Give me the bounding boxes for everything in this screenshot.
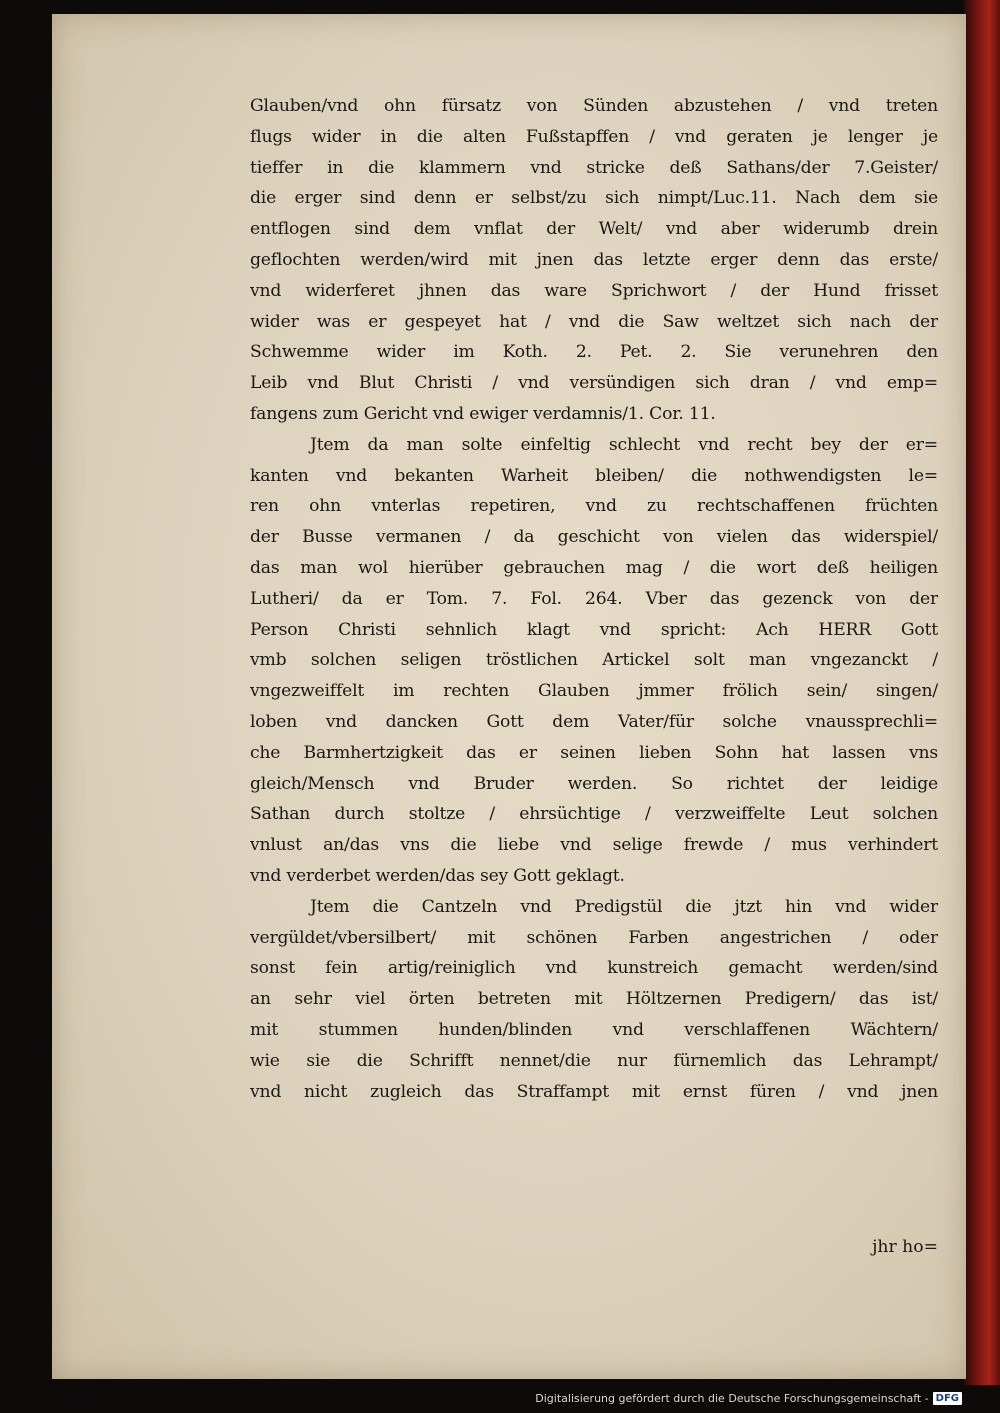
text-line: kanten vnd bekanten Warheit bleiben/ die nothwendigsten le= <box>250 465 938 486</box>
funding-credit-text: Digitalisierung gefördert durch die Deutsche Forschungsgemeinschaft - <box>535 1392 929 1405</box>
text-line: Person Christi sehnlich klagt vnd spricht: Ach HERR Gott <box>250 619 938 640</box>
text-line: loben vnd dancken Gott dem Vater/für solche vnaussprechli= <box>250 711 938 732</box>
text-line: der Busse vermanen / da geschicht von vielen das widerspiel/ <box>250 527 938 548</box>
book-page <box>52 14 966 1379</box>
paragraph-start-line: Jtem die Cantzeln vnd Predigstül die jtzt hin vnd wider <box>310 896 938 917</box>
text-line: sonst fein artig/reiniglich vnd kunstreich gemacht werden/sind <box>250 958 938 979</box>
text-line: mit stummen hunden/blinden vnd verschlaffenen Wächtern/ <box>250 1019 938 1040</box>
text-line: che Barmhertzigkeit das er seinen lieben Sohn hat lassen vns <box>250 742 938 763</box>
text-line: vnd nicht zugleich das Straffampt mit ernst füren / vnd jnen <box>250 1081 938 1102</box>
text-line: geflochten werden/wird mit jnen das letzte erger denn das erste/ <box>250 249 938 270</box>
funding-credit <box>535 1392 962 1405</box>
catchword: jhr ho= <box>872 1237 938 1257</box>
text-line: vergüldet/vbersilbert/ mit schönen Farben angestrichen / oder <box>250 927 938 948</box>
text-line: Schwemme wider im Koth. 2. Pet. 2. Sie verunehren den <box>250 342 938 363</box>
text-line: vngezweiffelt im rechten Glauben jmmer frölich sein/ singen/ <box>250 681 938 702</box>
text-line: vnd verderbet werden/das sey Gott geklagt. <box>250 865 625 886</box>
text-line: Glauben/vnd ohn fürsatz von Sünden abzustehen / vnd treten <box>250 96 938 116</box>
text-line: wider was er gespeyet hat / vnd die Saw weltzet sich nach der <box>250 311 938 332</box>
paragraph-start-line: Jtem da man solte einfeltig schlecht vnd recht bey der er= <box>310 434 938 455</box>
text-line: entflogen sind dem vnflat der Welt/ vnd aber widerumb drein <box>250 219 938 240</box>
page-text <box>250 91 938 1257</box>
text-line: Lutheri/ da er Tom. 7. Fol. 264. Vber das gezenck von der <box>250 588 938 609</box>
text-line: vnd widerferet jhnen das ware Sprichwort / der Hund frisset <box>250 280 938 301</box>
text-line: tieffer in die klammern vnd stricke deß Sathans/der 7.Geister/ <box>250 157 938 178</box>
text-line: die erger sind denn er selbst/zu sich nimpt/Luc.11. Nach dem sie <box>250 188 938 209</box>
text-line: wie sie die Schrifft nennet/die nur fürnemlich das Lehrampt/ <box>250 1050 938 1071</box>
text-line: Leib vnd Blut Christi / vnd versündigen sich dran / vnd emp= <box>250 373 938 394</box>
text-line: an sehr viel örten betreten mit Höltzernen Predigern/ das ist/ <box>250 989 938 1010</box>
text-line: ren ohn vnterlas repetiren, vnd zu rechtschaffenen früchten <box>250 496 938 517</box>
text-line: Sathan durch stoltze / ehrsüchtige / verzweiffelte Leut solchen <box>250 804 938 825</box>
text-line: fangens zum Gericht vnd ewiger verdamnis/1. Cor. 11. <box>250 403 716 424</box>
dfg-logo: DFG <box>933 1392 962 1405</box>
book-edge <box>964 0 1000 1385</box>
text-line: flugs wider in die alten Fußstapffen / vnd geraten je lenger je <box>250 126 938 147</box>
text-line: das man wol hierüber gebrauchen mag / die wort deß heiligen <box>250 557 938 578</box>
text-line: gleich/Mensch vnd Bruder werden. So richtet der leidige <box>250 773 938 794</box>
text-line: vnlust an/das vns die liebe vnd selige frewde / mus verhindert <box>250 835 938 856</box>
text-line: vmb solchen seligen tröstlichen Artickel solt man vngezanckt / <box>250 650 938 671</box>
